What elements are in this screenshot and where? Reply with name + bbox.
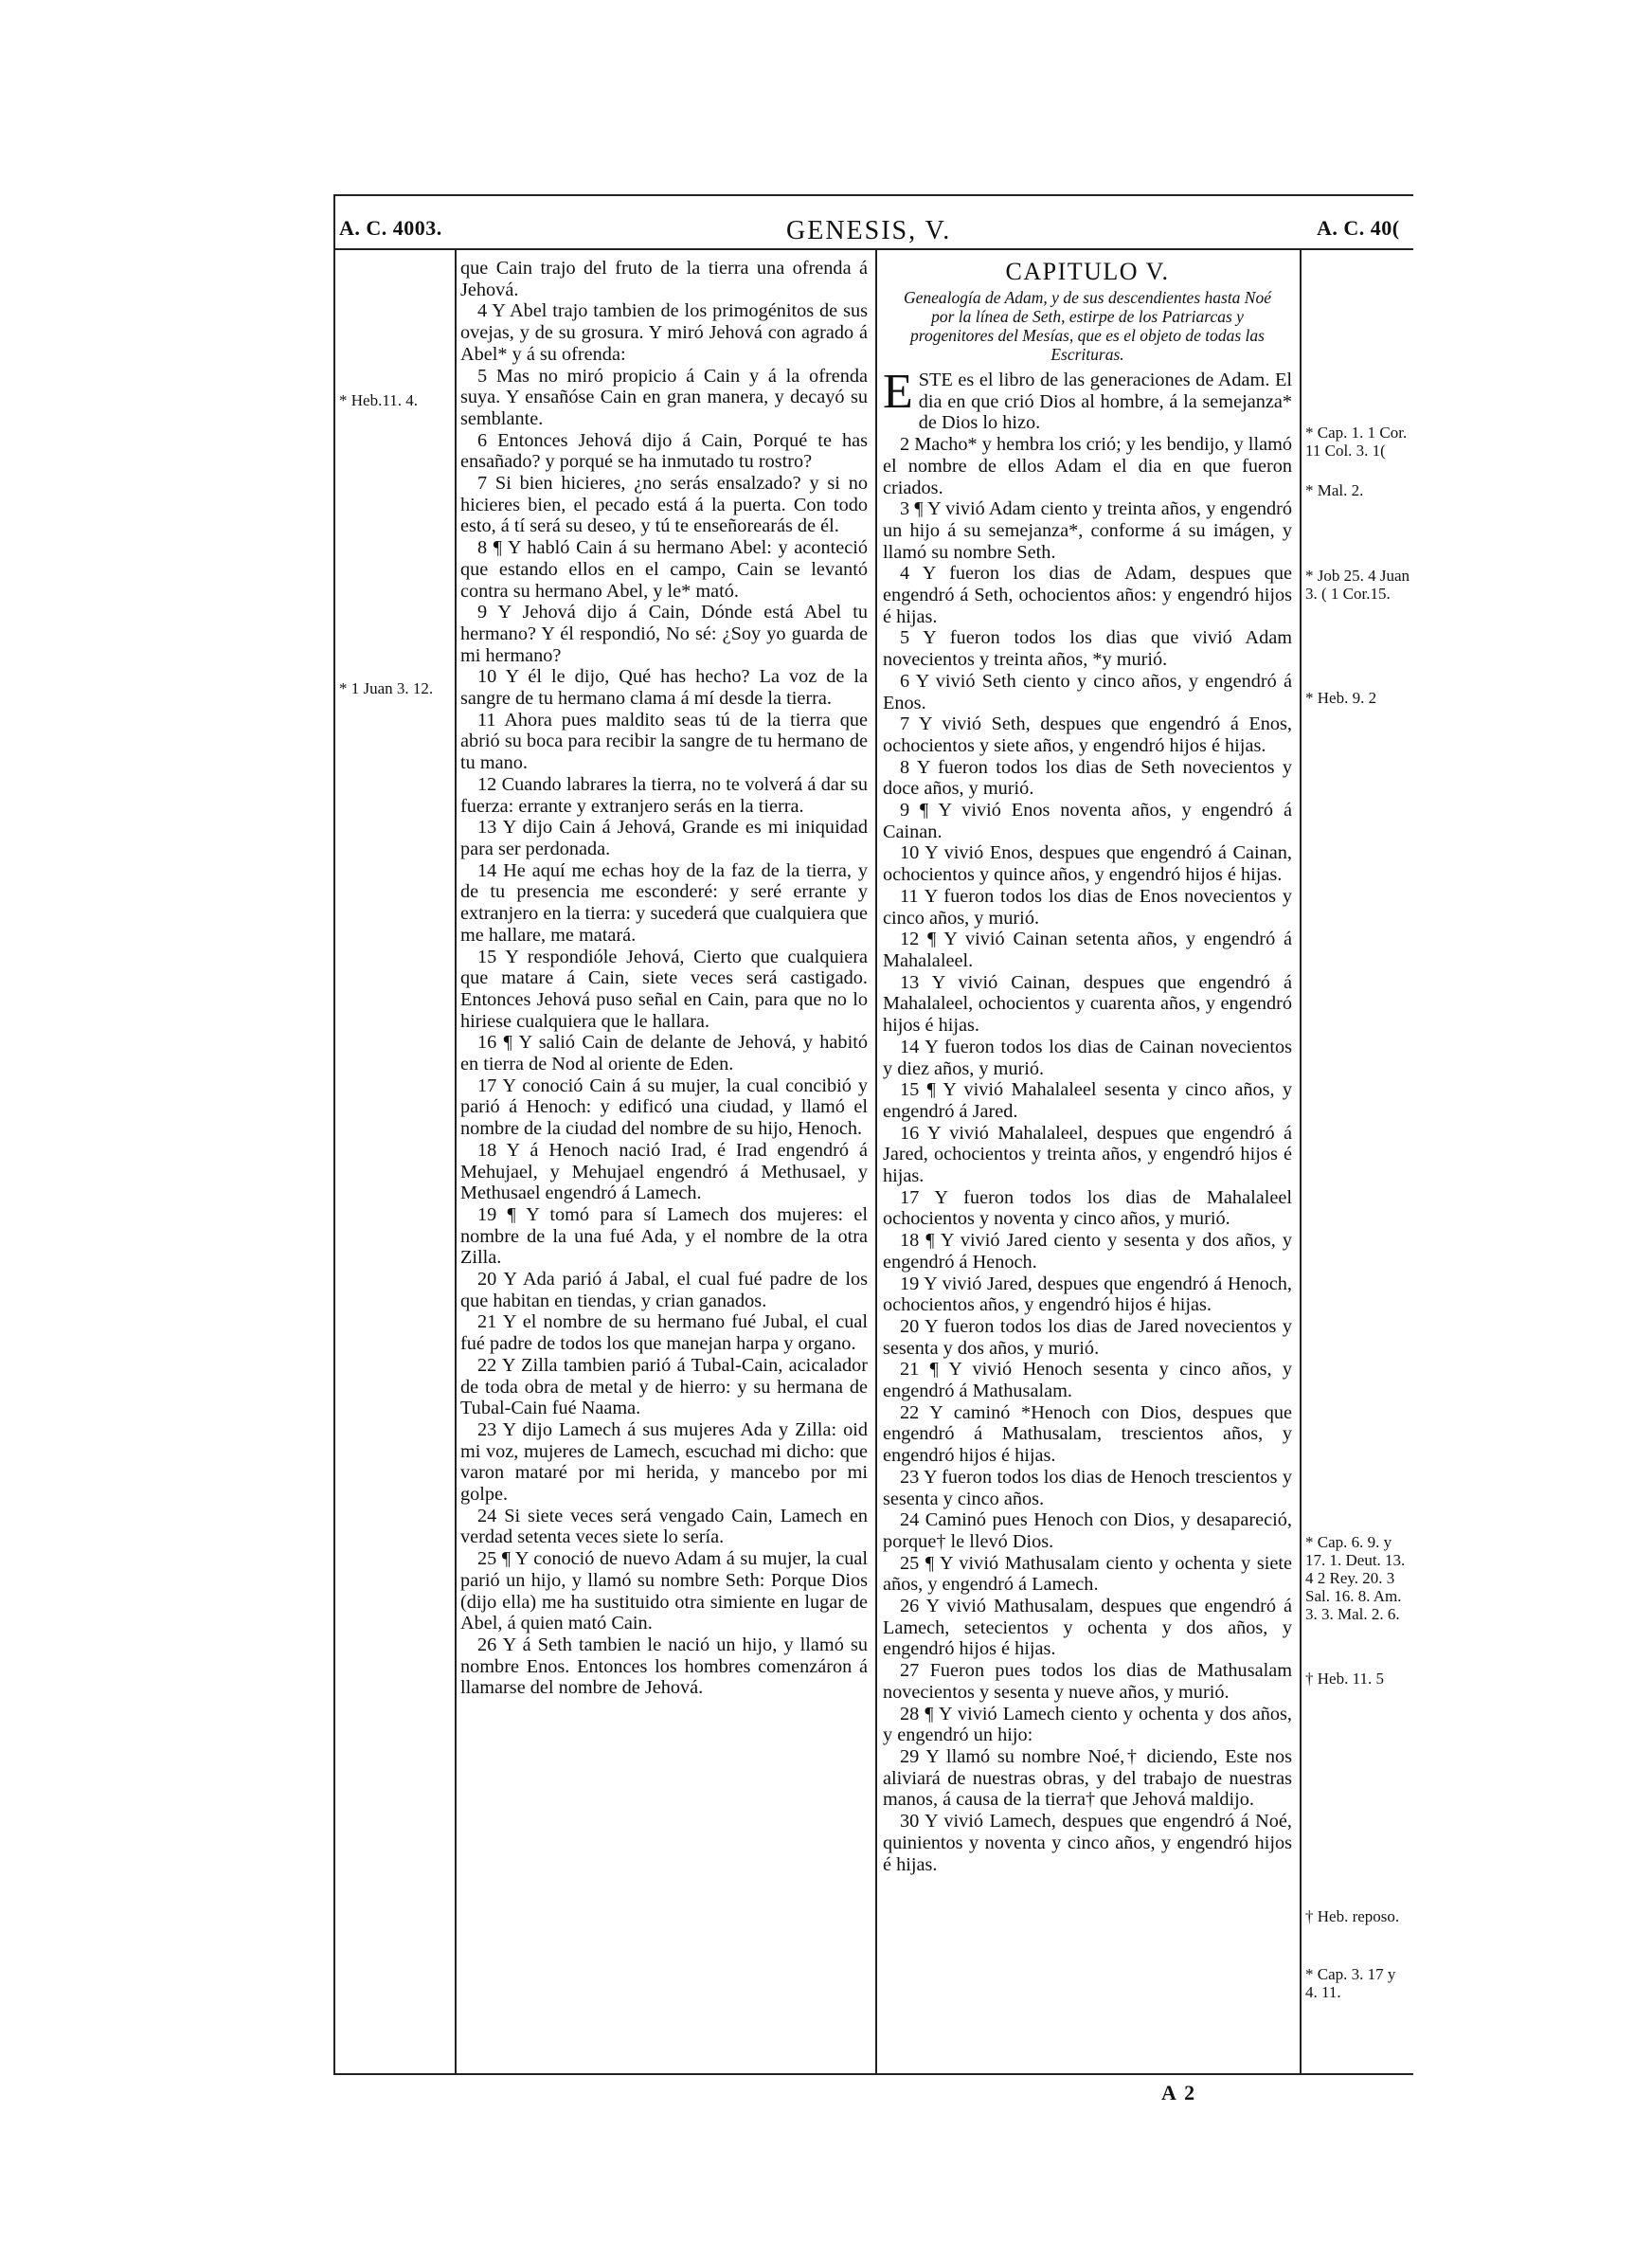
drop-cap: E bbox=[883, 365, 913, 419]
verse: 6 Entonces Jehová dijo á Cain, Porqué te has ensañado? y porqué se ha inmutado tu rostro? bbox=[460, 429, 868, 473]
verse: 9 ¶ Y vivió Enos noventa años, y engendró á Cainan. bbox=[883, 800, 1292, 842]
verse: 16 ¶ Y salió Cain de delante de Jehová, y habitó en tierra de Nod al oriente de Eden. bbox=[460, 1032, 868, 1075]
verse: 10 Y vivió Enos, despues que engendró á Cainan, ochocientos y quince años, y engendró hijos é hijas. bbox=[883, 842, 1292, 886]
verse: 25 ¶ Y conoció de nuevo Adam á su mujer, la cual parió un hijo, y llamó su nombre Seth: Porque Dios (dijo ella) me ha sustituido otra simiente en lugar de Abel, á quien mató Cain. bbox=[460, 1548, 868, 1634]
verse: 5 Mas no miró propicio á Cain y á la ofrenda suya. Y ensañóse Cain en gran manera, y decayó su semblante. bbox=[460, 365, 868, 429]
verse: 18 Y á Henoch nació Irad, é Irad engendró á Mehujael, y Mehujael engendró á Methusael, y Methusael engendró á Lamech. bbox=[460, 1139, 868, 1204]
verse-1-text: STE es el libro de las generaciones de Adam. El dia en que crió Dios al hombre, á la semejanza* de Dios lo hizo. bbox=[918, 370, 1292, 434]
verse: 17 Y conoció Cain á su mujer, la cual concibió y parió á Henoch: y edificó una ciudad, y llamó el nombre de la ciudad del nombre de su hijo, Henoch. bbox=[460, 1074, 868, 1140]
verse: 8 ¶ Y habló Cain á su hermano Abel: y aconteció que estando ellos en el campo, Cain se levantó contra su hermano Abel, y le* mató. bbox=[460, 537, 868, 602]
verse: 9 Y Jehová dijo á Cain, Dónde está Abel tu hermano? Y él respondió, No sé: ¿Soy yo guarda de mi hermano? bbox=[460, 602, 868, 666]
verse: 2 Macho* y hembra los crió; y les bendijo, y llamó el nombre de ellos Adam el dia en que fueron criados. bbox=[883, 434, 1292, 498]
verse: 4 Y Abel trajo tambien de los primogénitos de sus ovejas, y de su grosura. Y miró Jehová con agrado á Abel* y á su ofrenda: bbox=[460, 300, 868, 365]
margin-note: * Cap. 6. 9. y 17. 1. Deut. 13. 4 2 Rey. 20. 3 Sal. 16. 8. Am. 3. 3. Mal. 2. 6. bbox=[1305, 1533, 1406, 1623]
verse-1 bbox=[883, 365, 1292, 434]
verse: 17 Y fueron todos los dias de Mahalaleel ochocientos y noventa y cinco años, y murió. bbox=[883, 1186, 1292, 1230]
margin-note: * Mal. 2. bbox=[1305, 481, 1364, 499]
verse: 13 Y vivió Cainan, despues que engendró á Mahalaleel, ochocientos y cuarenta años, y engendró hijos é hijas. bbox=[883, 971, 1292, 1037]
verse: 12 Cuando labrares la tierra, no te volverá á dar su fuerza: errante y extranjero serás en la tierra. bbox=[460, 773, 868, 817]
verse: 23 Y dijo Lamech á sus mujeres Ada y Zilla: oid mi voz, mujeres de Lamech, escuchad mi dicho: que varon mataré por mi herida, y mancebo por mi golpe. bbox=[460, 1418, 868, 1506]
verse: 14 He aquí me echas hoy de la faz de la tierra, y de tu presencia me esconderé: y seré errante y extranjero en la tierra: y sucederá que cualquiera que me hallare, me matará. bbox=[460, 859, 868, 946]
column-rule bbox=[1300, 250, 1302, 2075]
verse: 26 Y vivió Mathusalam, despues que engendró á Lamech, setecientos y ochenta y dos años, y engendró hijos é hijas. bbox=[883, 1596, 1292, 1660]
verse: 23 Y fueron todos los dias de Henoch trescientos y sesenta y cinco años. bbox=[883, 1466, 1292, 1509]
verse: 15 Y respondióle Jehová, Cierto que cualquiera que matare á Cain, siete veces será castigado. Entonces Jehová puso señal en Cain, para que no lo hiriese cualquiera que le hallara. bbox=[460, 946, 868, 1032]
chapter-title: CAPITULO V. bbox=[1005, 258, 1170, 285]
verse: 8 Y fueron todos los dias de Seth novecientos y doce años, y murió. bbox=[883, 756, 1292, 800]
verse: 29 Y llamó su nombre Noé,† diciendo, Este nos aliviará de nuestras obras, y del trabajo de nuestras manos, á causa de la tierra† que Jehová maldijo. bbox=[883, 1746, 1292, 1811]
verse: 22 Y caminó *Henoch con Dios, despues que engendró á Mathusalam, trescientos años, y engendró hijos é hijas. bbox=[883, 1401, 1292, 1467]
verse: 27 Fueron pues todos los dias de Mathusalam novecientos y sesenta y nueve años, y murió. bbox=[883, 1660, 1292, 1703]
verse: 19 ¶ Y tomó para sí Lamech dos mujeres: el nombre de la una fué Ada, y el nombre de la otra Zilla. bbox=[460, 1203, 868, 1269]
verse: 11 Ahora pues maldito seas tú de la tierra que abrió su boca para recibir la sangre de tu hermano de tu mano. bbox=[460, 709, 868, 774]
verse: 10 Y él le dijo, Qué has hecho? La voz de la sangre de tu hermano clama á mí desde la tierra. bbox=[460, 666, 868, 710]
top-rule bbox=[333, 194, 1413, 196]
verse: 30 Y vivió Lamech, despues que engendró á Noé, quinientos y noventa y cinco años, y engendró hijos é hijas. bbox=[883, 1811, 1292, 1875]
signature-mark: A 2 bbox=[1161, 2081, 1197, 2104]
verse: 18 ¶ Y vivió Jared ciento y sesenta y dos años, y engendró á Henoch. bbox=[883, 1230, 1292, 1273]
verse: 20 Y Ada parió á Jabal, el cual fué padre de los que habitan en tiendas, y crian ganados. bbox=[460, 1269, 868, 1311]
right-text-column bbox=[883, 258, 1292, 1875]
margin-note: * Heb. 9. 2 bbox=[1305, 689, 1377, 707]
left-text-column bbox=[460, 258, 868, 1699]
verse: 28 ¶ Y vivió Lamech ciento y ochenta y dos años, y engendró un hijo: bbox=[883, 1703, 1292, 1746]
verse: 14 Y fueron todos los dias de Cainan novecientos y diez años, y murió. bbox=[883, 1036, 1292, 1079]
verse: 24 Caminó pues Henoch con Dios, y desapareció, porque† le llevó Dios. bbox=[883, 1509, 1292, 1552]
margin-note: † Heb. 11. 5 bbox=[1305, 1670, 1384, 1688]
margin-note: * Job 25. 4 Juan 3. ( 1 Cor.15. bbox=[1305, 567, 1410, 603]
verse: 4 Y fueron los dias de Adam, despues que engendró á Seth, ochocientos años: y engendró hijos é hijas. bbox=[883, 563, 1292, 627]
verse: 12 ¶ Y vivió Cainan setenta años, y engendró á Mahalaleel. bbox=[883, 929, 1292, 971]
margin-note: * Cap. 1. 1 Cor. 11 Col. 3. 1( bbox=[1305, 424, 1408, 460]
verse: 6 Y vivió Seth ciento y cinco años, y engendró á Enos. bbox=[883, 670, 1292, 713]
column-rule bbox=[333, 194, 335, 2075]
header-year-right: A. C. 40( bbox=[1317, 216, 1400, 240]
verse: 25 ¶ Y vivió Mathusalam ciento y ochenta y siete años, y engendró á Lamech. bbox=[883, 1552, 1292, 1596]
verse: 3 ¶ Y vivió Adam ciento y treinta años, y engendró un hijo á su semejanza*, conforme á su imágen, y llamó su nombre Seth. bbox=[883, 498, 1292, 563]
header-rule bbox=[333, 248, 1413, 250]
verse: 19 Y vivió Jared, despues que engendró á Henoch, ochocientos años, y engendró hijos é hijas. bbox=[883, 1273, 1292, 1316]
verse: 26 Y á Seth tambien le nació un hijo, y llamó su nombre Enos. Entonces los hombres comenzáron á llamarse del nombre de Jehová. bbox=[460, 1634, 868, 1699]
verse: 13 Y dijo Cain á Jehová, Grande es mi iniquidad para ser perdonada. bbox=[460, 817, 868, 859]
verse: 7 Y vivió Seth, despues que engendró á Enos, ochocientos y siete años, y engendró hijos é hijas. bbox=[883, 713, 1292, 756]
margin-note: * Cap. 3. 17 y 4. 11. bbox=[1305, 1965, 1396, 2001]
verse: que Cain trajo del fruto de la tierra una ofrenda á Jehová. bbox=[460, 258, 868, 300]
chapter-summary: Genealogía de Adam, y de sus descendientes hasta Noé por la línea de Seth, estirpe de los Patriarcas y progenitores del Mesías, que es el objeto de todas las Escrituras. bbox=[904, 288, 1271, 364]
verse: 21 ¶ Y vivió Henoch sesenta y cinco años, y engendró á Mathusalam. bbox=[883, 1359, 1292, 1402]
verse: 16 Y vivió Mahalaleel, despues que engendró á Jared, ochocientos y treinta años, y engendró hijos é hijas. bbox=[883, 1122, 1292, 1187]
margin-note: * 1 Juan 3. 12. bbox=[339, 679, 434, 697]
column-rule bbox=[455, 250, 457, 2075]
verse: 22 Y Zilla tambien parió á Tubal-Cain, acicalador de toda obra de metal y de hierro: y su hermana de Tubal-Cain fué Naama. bbox=[460, 1354, 868, 1419]
running-title: GENESIS, V. bbox=[786, 216, 952, 245]
verse: 11 Y fueron todos los dias de Enos novecientos y cinco años, y murió. bbox=[883, 885, 1292, 929]
bottom-rule bbox=[333, 2073, 1413, 2075]
header-year-left: A. C. 4003. bbox=[339, 216, 442, 240]
column-rule bbox=[875, 250, 877, 2075]
verse: 15 ¶ Y vivió Mahalaleel sesenta y cinco años, y engendró á Jared. bbox=[883, 1079, 1292, 1122]
margin-note: † Heb. reposo. bbox=[1305, 1907, 1400, 1925]
verse: 21 Y el nombre de su hermano fué Jubal, el cual fué padre de todos los que manejan harpa y organo. bbox=[460, 1311, 868, 1355]
margin-note: * Heb.11. 4. bbox=[339, 391, 418, 409]
verse: 24 Si siete veces será vengado Cain, Lamech en verdad setenta veces siete lo sería. bbox=[460, 1505, 868, 1548]
verse: 20 Y fueron todos los dias de Jared novecientos y sesenta y dos años, y murió. bbox=[883, 1315, 1292, 1359]
verse: 7 Si bien hicieres, ¿no serás ensalzado? y si no hicieres bien, el pecado está á la puerta. Con todo esto, á tí será su deseo, y tú te enseñorearás de él. bbox=[460, 473, 868, 537]
verse: 5 Y fueron todos los dias que vivió Adam novecientos y treinta años, *y murió. bbox=[883, 627, 1292, 671]
